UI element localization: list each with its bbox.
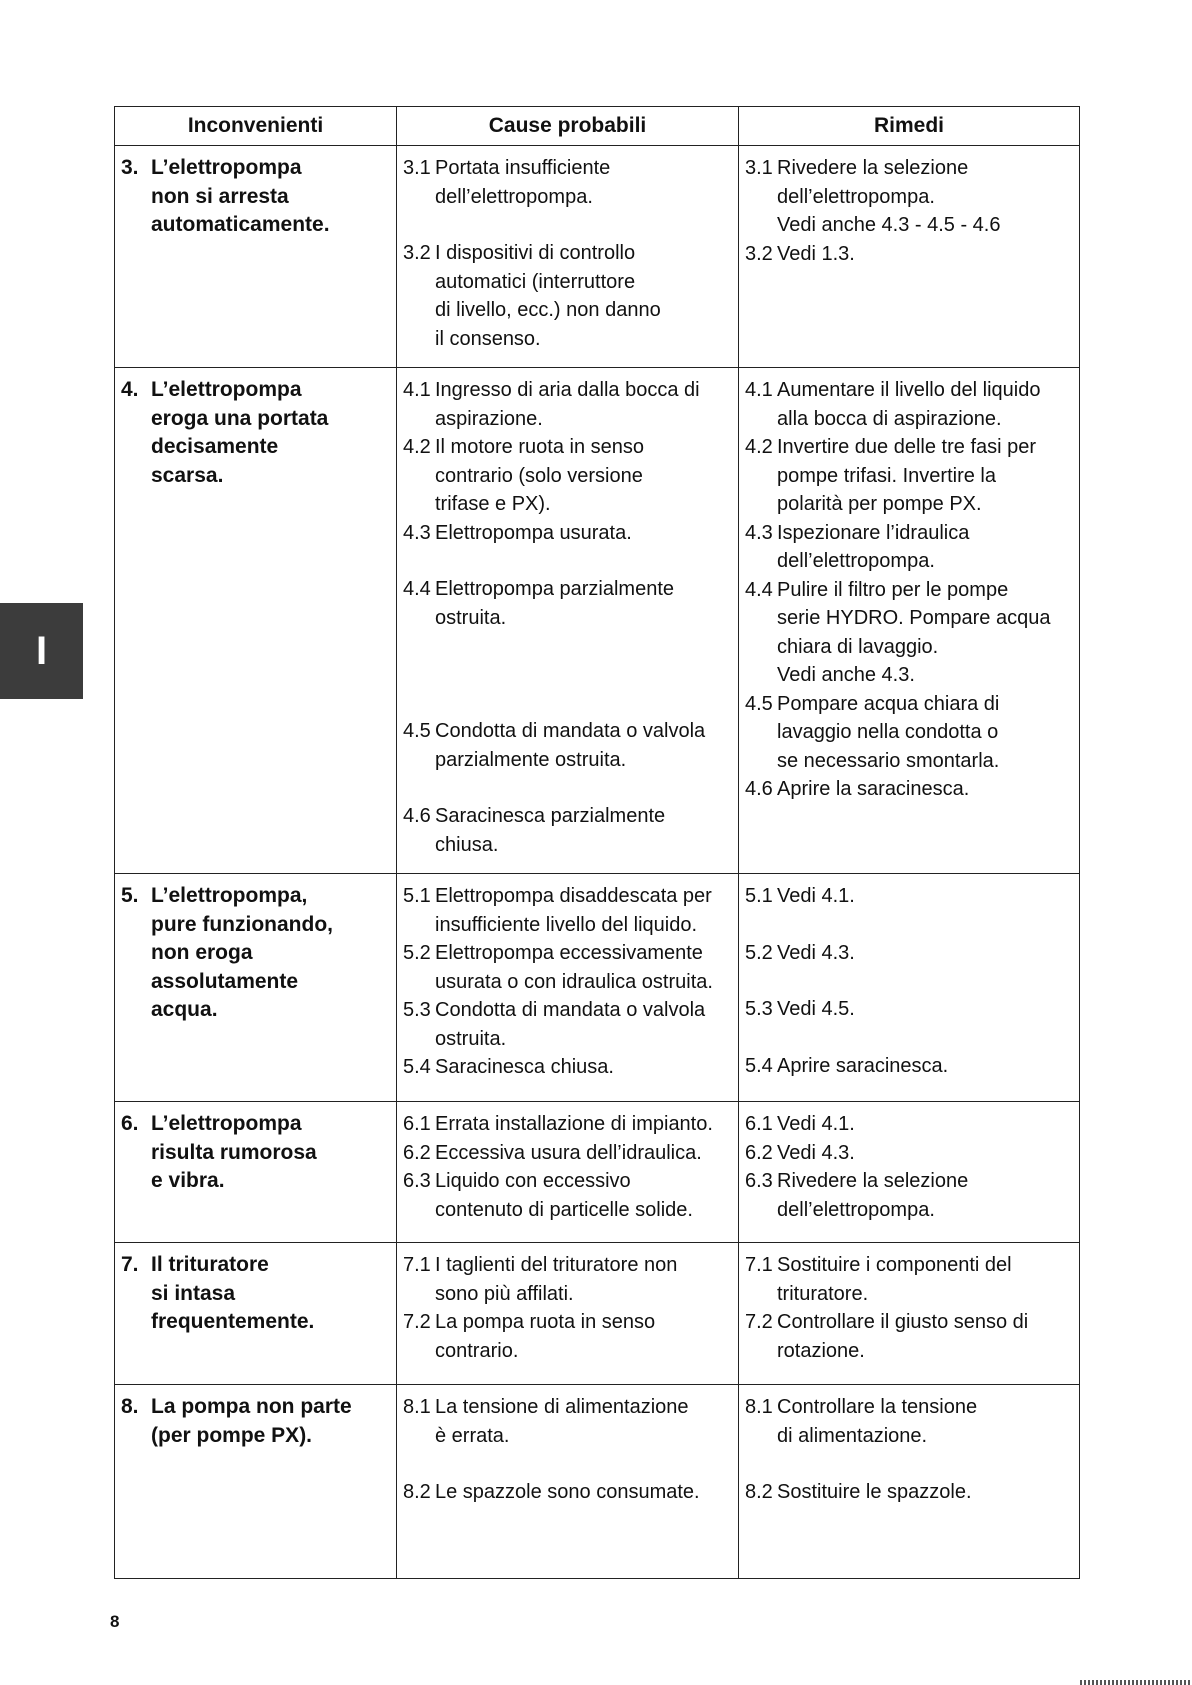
item-number: 4.4	[403, 578, 431, 600]
item-number: 4.1	[745, 379, 773, 401]
causes-cell	[397, 1102, 739, 1243]
item-number: 4.5	[403, 720, 431, 742]
cause-item	[403, 996, 732, 1053]
item-text: Il motore ruota in senso contrario (solo versione trifase e PX).	[435, 436, 644, 515]
item-number: 5.4	[745, 1054, 773, 1077]
remedy-item	[745, 1393, 1073, 1450]
troubleshooting-table	[114, 106, 1080, 1579]
cause-item	[403, 1393, 732, 1450]
item-text: Errata installazione di impianto.	[435, 1113, 713, 1135]
remedy-item	[745, 576, 1073, 690]
item-text: Sostituire i componenti del trituratore.	[777, 1254, 1012, 1305]
item-text: Eccessiva usura dell’idraulica.	[435, 1141, 702, 1164]
table-row	[115, 1243, 1080, 1385]
problem-number: 3.	[121, 156, 139, 179]
remedy-item	[745, 1052, 1073, 1081]
remedies-cell	[739, 874, 1080, 1102]
cause-item	[403, 1053, 732, 1082]
problem-cell	[115, 146, 397, 368]
item-number: 4.3	[745, 521, 773, 544]
item-text: Elettropompa eccessivamente usurata o con idraulica ostruita.	[435, 942, 713, 993]
causes-cell	[397, 1385, 739, 1579]
cause-item	[403, 1167, 732, 1224]
item-text: Elettropompa usurata.	[435, 521, 632, 544]
section-tab-label: I	[35, 628, 48, 673]
cause-item	[403, 519, 732, 548]
problem-number: 4.	[121, 378, 139, 401]
remedy-item	[745, 519, 1073, 576]
remedy-item	[745, 1251, 1073, 1308]
item-number: 7.2	[403, 1311, 431, 1333]
remedy-item	[745, 775, 1073, 804]
item-text: Pompare acqua chiara di lavaggio nella condotta o se necessario smontarla.	[777, 692, 1000, 772]
item-number: 7.2	[745, 1311, 773, 1333]
item-number: 6.2	[745, 1141, 773, 1164]
item-text: La pompa ruota in senso contrario.	[435, 1311, 656, 1362]
remedies-cell	[739, 1243, 1080, 1385]
page-number: 8	[110, 1612, 120, 1631]
problem-title: L’elettropompa non si arresta automaticamente.	[151, 156, 330, 236]
item-text: Le spazzole sono consumate.	[435, 1481, 700, 1503]
remedy-item	[745, 154, 1073, 240]
causes-cell	[397, 146, 739, 368]
table-row	[115, 1385, 1080, 1579]
cause-item	[403, 882, 732, 939]
cause-item	[403, 1139, 732, 1168]
item-text: Pulire il filtro per le pompe serie HYDRO. Pompare acqua chiara di lavaggio. Vedi anche 4.3.	[777, 578, 1051, 686]
item-number: 4.3	[403, 521, 431, 544]
item-text: Controllare il giusto senso di rotazione.	[777, 1311, 1029, 1362]
item-number: 5.3	[745, 998, 773, 1020]
remedies-cell	[739, 146, 1080, 368]
cause-item	[403, 1308, 732, 1365]
item-text: La tensione di alimentazione è errata.	[435, 1396, 689, 1447]
item-text: I taglienti del trituratore non sono più affilati.	[435, 1254, 678, 1305]
item-text: Ingresso di aria dalla bocca di aspirazione.	[435, 379, 700, 430]
item-number: 4.2	[403, 436, 431, 458]
item-text: Liquido con eccessivo contenuto di particelle solide.	[435, 1170, 693, 1221]
cause-item	[403, 939, 732, 996]
causes-cell	[397, 874, 739, 1102]
problem-cell	[115, 1102, 397, 1243]
remedy-item	[745, 995, 1073, 1024]
table-row	[115, 146, 1080, 368]
item-text: Vedi 4.5.	[777, 998, 855, 1020]
item-number: 8.2	[403, 1481, 431, 1503]
problem-number: 7.	[121, 1253, 139, 1276]
item-number: 6.3	[745, 1170, 773, 1192]
problem-title: Il trituratore si intasa frequentemente.	[151, 1253, 315, 1333]
header-rimedi: Rimedi	[739, 107, 1080, 146]
item-text: Condotta di mandata o valvola parzialmente ostruita.	[435, 720, 706, 771]
problem-title: La pompa non parte (per pompe PX).	[151, 1395, 352, 1447]
item-text: Rivedere la selezione dell’elettropompa. Vedi anche 4.3 - 4.5 - 4.6	[777, 157, 1001, 236]
remedy-item	[745, 939, 1073, 968]
item-number: 8.2	[745, 1481, 773, 1503]
cause-item	[403, 575, 732, 632]
item-number: 3.1	[745, 157, 773, 179]
item-number: 4.6	[403, 805, 431, 827]
item-number: 6.1	[403, 1113, 431, 1135]
item-text: Vedi 4.1.	[777, 1113, 855, 1135]
remedy-item	[745, 1308, 1073, 1365]
item-text: Vedi 4.3.	[777, 941, 855, 964]
item-number: 5.4	[403, 1056, 431, 1078]
header-inconvenienti: Inconvenienti	[115, 107, 397, 146]
header-cause: Cause probabili	[397, 107, 739, 146]
item-number: 8.1	[403, 1396, 431, 1418]
item-text: Rivedere la selezione dell’elettropompa.	[777, 1170, 969, 1221]
item-number: 4.6	[745, 778, 773, 800]
item-text: Sostituire le spazzole.	[777, 1481, 972, 1503]
item-text: Vedi 1.3.	[777, 242, 855, 265]
item-number: 4.1	[403, 379, 431, 401]
remedy-item	[745, 376, 1073, 433]
remedies-cell	[739, 1385, 1080, 1579]
remedies-cell	[739, 1102, 1080, 1243]
table-row	[115, 874, 1080, 1102]
item-text: Invertire due delle tre fasi per pompe trifasi. Invertire la polarità per pompe PX.	[777, 436, 1037, 515]
item-text: Saracinesca parzialmente chiusa.	[435, 805, 666, 856]
remedy-item	[745, 882, 1073, 911]
remedy-item	[745, 433, 1073, 519]
problem-number: 8.	[121, 1395, 139, 1418]
item-number: 5.3	[403, 999, 431, 1021]
item-number: 7.1	[403, 1254, 431, 1276]
item-number: 8.1	[745, 1396, 773, 1418]
remedy-item	[745, 690, 1073, 776]
item-text: Aprire la saracinesca.	[777, 778, 970, 800]
remedy-item	[745, 240, 1073, 269]
edge-marker	[1080, 1680, 1192, 1685]
item-number: 4.5	[745, 692, 773, 715]
causes-cell	[397, 1243, 739, 1385]
cause-item	[403, 802, 732, 859]
item-text: Vedi 4.3.	[777, 1141, 855, 1164]
problem-title: L’elettropompa eroga una portata decisamente scarsa.	[151, 378, 329, 487]
cause-item	[403, 239, 732, 353]
item-text: Aprire saracinesca.	[777, 1054, 949, 1077]
problem-title: L’elettropompa, pure funzionando, non eroga assolutamente acqua.	[151, 884, 333, 1021]
problem-cell	[115, 368, 397, 874]
problem-title: L’elettropompa risulta rumorosa e vibra.	[151, 1112, 317, 1192]
item-text: Aumentare il livello del liquido alla bocca di aspirazione.	[777, 379, 1041, 430]
remedies-cell	[739, 368, 1080, 874]
item-text: I dispositivi di controllo automatici (interruttore di livello, ecc.) non danno il consenso.	[435, 242, 661, 350]
item-number: 6.1	[745, 1113, 773, 1135]
item-text: Vedi 4.1.	[777, 885, 855, 907]
cause-item	[403, 1478, 732, 1507]
remedy-item	[745, 1167, 1073, 1224]
item-number: 4.4	[745, 578, 773, 601]
cause-item	[403, 154, 732, 211]
cause-item	[403, 717, 732, 774]
table-row	[115, 368, 1080, 874]
item-number: 5.2	[403, 942, 431, 964]
cause-item	[403, 1251, 732, 1308]
item-text: Saracinesca chiusa.	[435, 1056, 614, 1078]
problem-cell	[115, 1243, 397, 1385]
table-row	[115, 1102, 1080, 1243]
problem-number: 6.	[121, 1112, 139, 1135]
remedy-item	[745, 1478, 1073, 1507]
item-number: 3.2	[403, 242, 431, 264]
problem-number: 5.	[121, 884, 139, 907]
causes-cell	[397, 368, 739, 874]
item-number: 5.1	[403, 885, 431, 907]
remedy-item	[745, 1139, 1073, 1168]
cause-item	[403, 1110, 732, 1139]
item-text: Elettropompa parzialmente ostruita.	[435, 578, 675, 629]
item-number: 4.2	[745, 436, 773, 458]
item-text: Ispezionare l’idraulica dell’elettropompa.	[777, 521, 970, 572]
item-text: Elettropompa disaddescata per insufficiente livello del liquido.	[435, 885, 712, 936]
item-text: Portata insufficiente dell’elettropompa.	[435, 157, 611, 208]
table-header-row	[115, 107, 1080, 146]
cause-item	[403, 376, 732, 433]
remedy-item	[745, 1110, 1073, 1139]
item-number: 5.2	[745, 941, 773, 964]
problem-cell	[115, 874, 397, 1102]
item-text: Controllare la tensione di alimentazione.	[777, 1396, 978, 1447]
cause-item	[403, 433, 732, 519]
item-number: 6.3	[403, 1170, 431, 1192]
item-number: 5.1	[745, 885, 773, 907]
item-number: 6.2	[403, 1141, 431, 1164]
item-number: 3.2	[745, 242, 773, 265]
section-tab	[0, 603, 83, 699]
item-number: 7.1	[745, 1254, 773, 1276]
item-number: 3.1	[403, 157, 431, 179]
problem-cell	[115, 1385, 397, 1579]
item-text: Condotta di mandata o valvola ostruita.	[435, 999, 706, 1050]
